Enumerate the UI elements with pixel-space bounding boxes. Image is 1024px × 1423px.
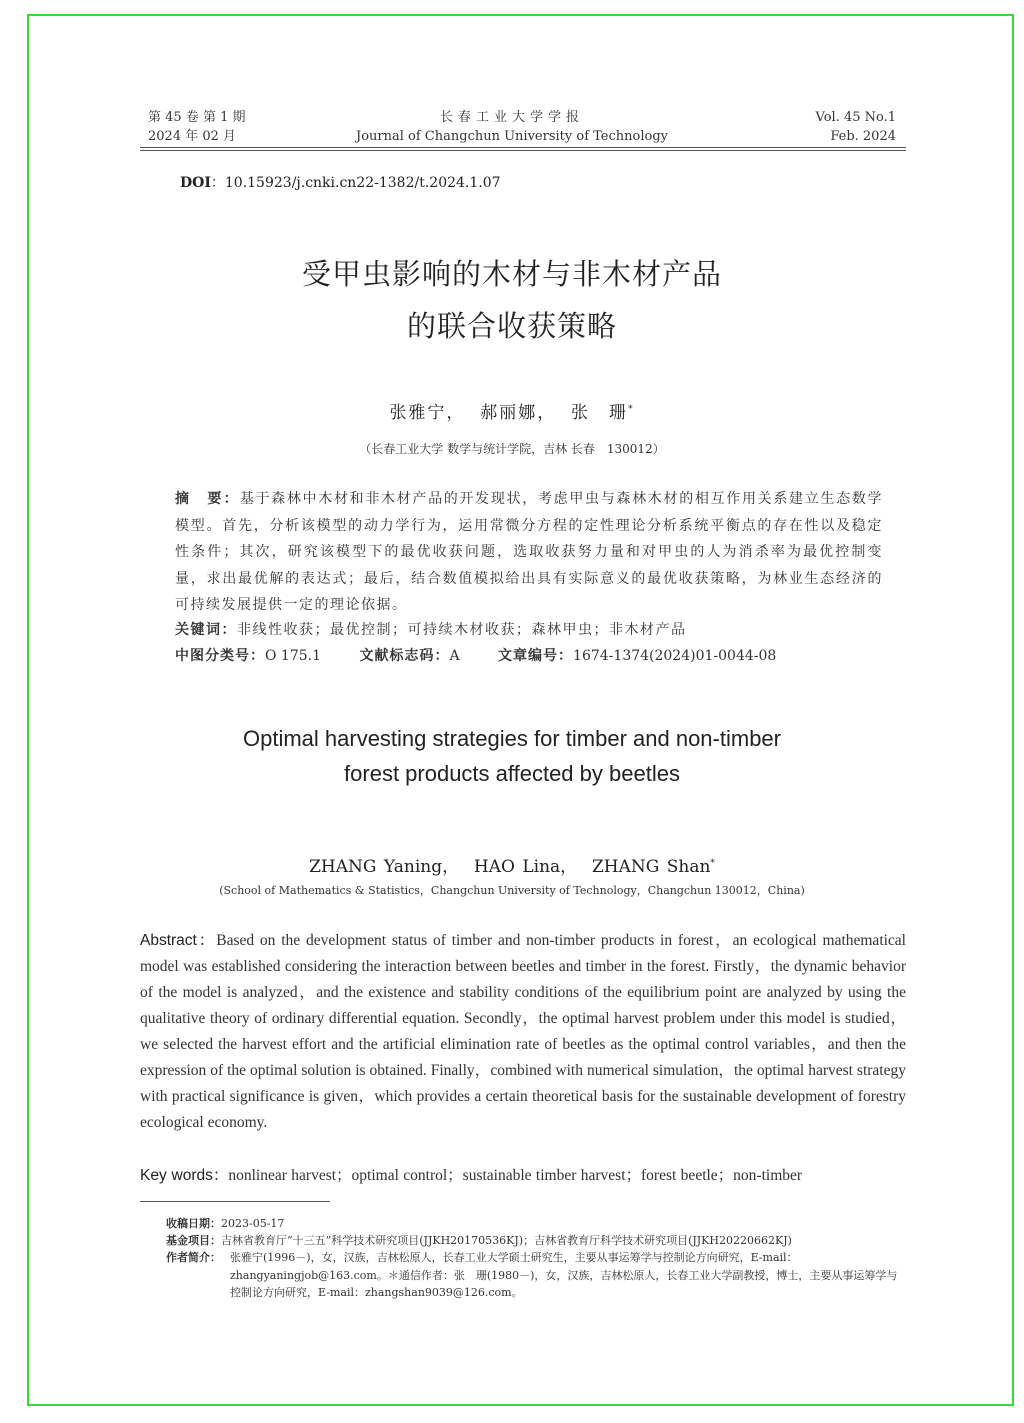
doc-code-label: 文献标志码： bbox=[359, 648, 450, 664]
received-value: 2023-05-17 bbox=[221, 1217, 285, 1230]
title-cn bbox=[0, 248, 1024, 352]
doi-value: ：10.15923/j.cnki.cn22-1382/t.2024.1.07 bbox=[210, 175, 501, 191]
clc-item bbox=[175, 645, 321, 665]
corresponding-mark-en: * bbox=[710, 858, 715, 869]
author-names-cn: 张雅宁， 郝丽娜， 张 珊 bbox=[389, 403, 629, 423]
header-rule-bottom bbox=[140, 150, 906, 151]
abstract-en-label: Abstract： bbox=[140, 932, 217, 949]
author-names-en: ZHANG Yaning， HAO Lina， ZHANG Shan bbox=[309, 857, 711, 877]
affiliation-cn: （长春工业大学 数学与统计学院，吉林 长春 130012） bbox=[359, 442, 665, 456]
keywords-cn-label: 关键词： bbox=[175, 622, 237, 638]
fund-label: 基金项目： bbox=[166, 1234, 221, 1247]
footnote-rule bbox=[140, 1201, 330, 1202]
doc-code-value: A bbox=[449, 648, 460, 664]
volume-en: Vol. 45 No.1 bbox=[815, 110, 896, 125]
abstract-en bbox=[140, 928, 906, 1136]
author-bio-value: 张雅宁(1996－)，女，汉族，吉林松原人，长春工业大学硕士研究生，主要从事运筹学与控制论方向研究，E-mail：zhangyaningjob@163.com。＊通信作者：张 珊(1980－)，女，汉族，吉林松原人，长春工业大学副教授，博士，主要从事运筹学与控制论方向研究，E-mail：zhangshan9039@126.com。 bbox=[230, 1251, 898, 1299]
page-frame bbox=[27, 14, 1014, 1406]
footnote-received bbox=[166, 1215, 906, 1233]
journal-name-cn: 长春工业大学学报 bbox=[439, 110, 584, 125]
abstract-cn-text: 基于森林中木材和非木材产品的开发现状，考虑甲虫与森林木材的相互作用关系建立生态数学模型。首先，分析该模型的动力学行为，运用常微分方程的定性理论分析系统平衡点的存在性以及稳定性条件；其次，研究该模型下的最优收获问题，选取收获努力量和对甲虫的人为消杀率为最优控制变量，求出最优解的表达式；最后，结合数值模拟给出具有实际意义的最优收获策略，为林业生态经济的可持续发展提供一定的理论依据。 bbox=[175, 491, 884, 613]
volume-cn: 第 45 卷 第 1 期 bbox=[148, 110, 246, 125]
keywords-en bbox=[140, 1163, 906, 1185]
classification-line bbox=[175, 645, 895, 665]
clc-label: 中图分类号： bbox=[175, 648, 265, 664]
header-right bbox=[816, 108, 897, 146]
corresponding-mark-cn: * bbox=[628, 404, 635, 415]
date-en: Feb. 2024 bbox=[830, 129, 896, 144]
abstract-cn-label: 摘 要： bbox=[175, 491, 240, 507]
keywords-en-text: nonlinear harvest；optimal control；sustainable timber harvest；forest beetle；non-timber bbox=[228, 1167, 803, 1184]
article-number-value: 1674-1374(2024)01-0044-08 bbox=[573, 648, 777, 664]
title-en-line2: forest products affected by beetles bbox=[344, 761, 680, 786]
authors-en bbox=[0, 852, 1024, 877]
clc-value: O 175.1 bbox=[265, 648, 322, 664]
footnote-author bbox=[166, 1249, 906, 1302]
footnote-fund bbox=[166, 1232, 906, 1250]
affiliation-en: (School of Mathematics & Statistics，Changchun University of Technology，Changchun 130012，China) bbox=[219, 884, 805, 897]
title-cn-line1: 受甲虫影响的木材与非木材产品 bbox=[301, 257, 722, 291]
title-cn-line2: 的联合收获策略 bbox=[406, 309, 617, 343]
authors-cn bbox=[0, 398, 1024, 423]
abstract-cn bbox=[175, 486, 883, 619]
title-en bbox=[0, 721, 1024, 791]
keywords-cn bbox=[175, 619, 687, 639]
keywords-cn-text: 非线性收获；最优控制；可持续木材收获；森林甲虫；非木材产品 bbox=[237, 622, 687, 638]
keywords-en-label: Key words： bbox=[140, 1167, 229, 1184]
doi-line bbox=[180, 172, 501, 192]
doc-code-item bbox=[359, 645, 459, 665]
title-en-line1: Optimal harvesting strategies for timber and non-timber bbox=[242, 726, 781, 751]
author-bio-label: 作者简介： bbox=[166, 1251, 221, 1264]
date-cn: 2024 年 02 月 bbox=[148, 129, 237, 144]
received-label: 收稿日期： bbox=[166, 1217, 221, 1230]
header-rule-top bbox=[140, 147, 906, 148]
article-number-label: 文章编号： bbox=[498, 648, 574, 664]
doi-label: DOI bbox=[180, 175, 211, 191]
article-number-item bbox=[498, 645, 776, 665]
journal-name-en: Journal of Changchun University of Technology bbox=[356, 129, 668, 144]
abstract-en-text: Based on the development status of timber and non-timber products in forest，an ecological mathematical model was established considering the interaction between beetles and timber in the forest. Firstly，the dynamic behavior of the model is analyzed，and the existence and stability conditions of the equilibrium point are analyzed by using the qualitative theory of ordinary differential equation. Secondly，the optimal harvest problem under this model is studied，we selected the harvest effort and the artificial elimination rate of beetles as the optimal control variables，and then the expression of the optimal solution is obtained. Finally，combined with numerical simulation，the optimal harvest strategy with practical significance is given，which provides a certain theoretical basis for the sustainable development of forestry ecological economy. bbox=[140, 932, 906, 1131]
fund-value: 吉林省教育厅“十三五”科学技术研究项目(JJKH20170536KJ)；吉林省教育厅科学技术研究项目(JJKH20220662KJ) bbox=[221, 1234, 792, 1247]
